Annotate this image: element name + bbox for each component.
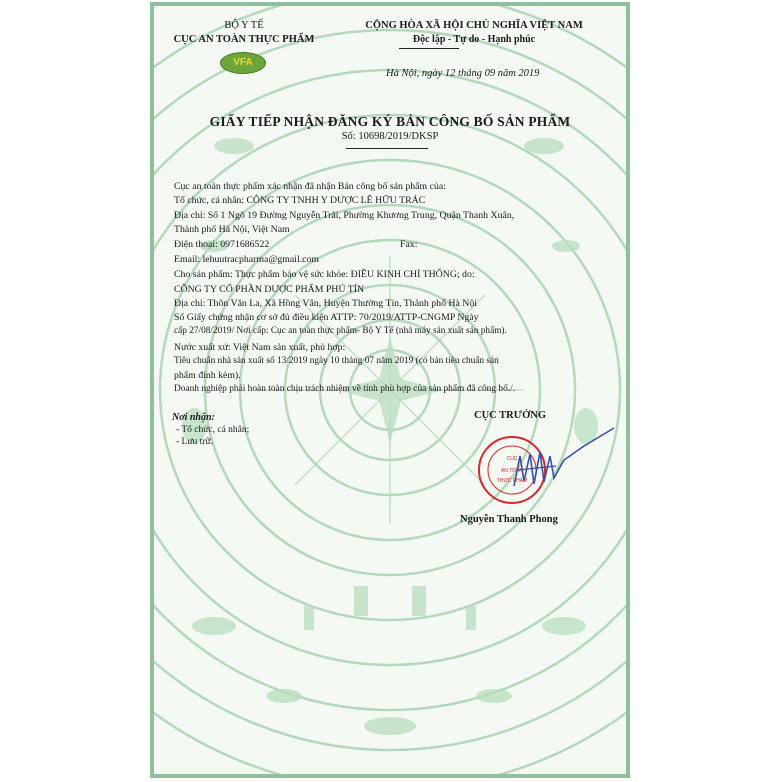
official-stamp: [474, 426, 624, 516]
svg-text:CỤC: CỤC: [506, 456, 518, 462]
vfa-logo: [220, 52, 266, 74]
body-line: Địa chỉ: Số 1 Ngõ 19 Đường Nguyễn Trãi, Phường Khương Trung, Quận Thanh Xuân,: [174, 210, 515, 221]
motto-underline: [399, 48, 459, 49]
signature-stroke: [514, 428, 614, 486]
body-line: Doanh nghiệp phải hoàn toàn chịu trách nhiệm về tính phù hợp của sản phẩm đã công bố./.: [174, 384, 516, 394]
body-line: Địa chỉ: Thôn Văn La, Xã Hồng Vân, Huyện Thường Tín, Thành phố Hà Nội: [174, 298, 477, 309]
document-title: GIẤY TIẾP NHẬN ĐĂNG KÝ BẢN CÔNG BỐ SẢN PHẨM: [209, 114, 571, 129]
body-line: Điện thoại: 0971686522: [174, 239, 270, 250]
body-line: Cục an toàn thực phẩm xác nhận đã nhận Bản công bố sản phẩm của:: [174, 181, 446, 192]
title-underline: [346, 148, 428, 149]
recipient-item: - Lưu trữ.: [176, 437, 213, 447]
country-name: CỘNG HÒA XÃ HỘI CHỦ NGHĨA VIỆT NAM: [365, 20, 583, 31]
body-line: phẩm đính kèm).: [174, 370, 241, 381]
ministry-name: BỘ Y TẾ: [224, 20, 264, 31]
document-number: Số: 10698/2019/DKSP: [341, 131, 439, 142]
svg-text:AN TOÀN: AN TOÀN: [500, 468, 524, 474]
body-line: Nước xuất xứ: Việt Nam sản xuất, phù hợp:: [174, 342, 346, 353]
recipient-item: - Tổ chức, cá nhân;: [176, 425, 250, 435]
fax-label: Fax:: [400, 239, 418, 250]
body-line: Số Giấy chứng nhận cơ sở đủ điều kiện ATTP: 70/2019/ATTP-CNGMP Ngày: [174, 312, 479, 323]
body-line: Email: lehuutracpharma@gmail.com: [174, 254, 320, 265]
motto: Độc lập - Tự do - Hạnh phúc: [412, 34, 536, 45]
signer-position: CỤC TRƯỞNG: [474, 410, 547, 421]
recipients-heading: Nơi nhận:: [172, 412, 215, 423]
body-line: CÔNG TY CỔ PHẦN DƯỢC PHẨM PHÚ TÍN: [174, 284, 365, 295]
body-line: Cho sản phẩm: Thực phẩm bảo vệ sức khỏe: ĐIỀU KINH CHỈ THỐNG; do:: [174, 269, 475, 280]
place-date: Hà Nội, ngày 12 tháng 09 năm 2019: [386, 68, 540, 79]
signer-name: Nguyễn Thanh Phong: [460, 514, 558, 525]
body-line: cấp 27/08/2019/ Nơi cấp: Cục an toàn thực phẩm- Bộ Y Tế (nhà máy sản xuất sản phẩm).: [174, 326, 507, 336]
body-line: Tổ chức, cá nhân: CÔNG TY TNHH Y DƯỢC LÊ HỮU TRÁC: [174, 195, 426, 206]
agency-name: CỤC AN TOÀN THỰC PHẨM: [173, 34, 315, 45]
svg-text:THỰC PHẨM: THỰC PHẨM: [496, 478, 528, 484]
vfa-logo-text: VFA: [233, 57, 253, 68]
body-line: Tiêu chuẩn nhà sản xuất số 13/2019 ngày 10 tháng 07 năm 2019 (có bản tiêu chuẩn sản: [174, 356, 499, 366]
certificate-document: [150, 2, 630, 778]
body-line: Thành phố Hà Nội, Việt Nam: [174, 224, 290, 235]
